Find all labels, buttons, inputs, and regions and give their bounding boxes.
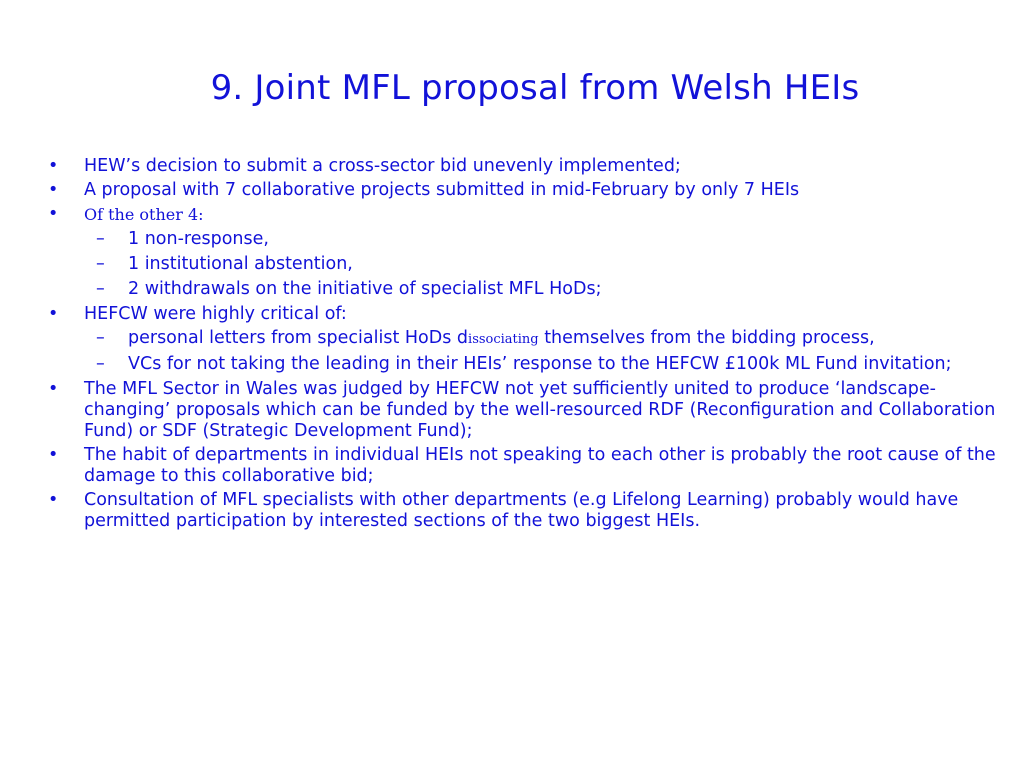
dash-icon: – <box>96 254 105 274</box>
sub-bullet-text <box>128 328 875 348</box>
text-run: HoDs d <box>404 328 469 348</box>
dash-icon: – <box>96 279 105 299</box>
text-run: from the bidding process, <box>644 328 875 348</box>
bullet-text: Of the other 4: <box>84 205 204 224</box>
bullet-text: The MFL Sector in Wales was judged by HEFCW not yet sufficiently united to produce ‘landscape-changing’ proposals which can be funded by the well-resourced RDF (Reconfiguration and Collaboration Fund) or SDF (Strategic Development Fund); <box>84 379 996 441</box>
bullet-item <box>44 180 1004 201</box>
bullet-icon: • <box>48 379 59 399</box>
sub-bullet-item <box>44 354 1004 375</box>
dash-icon: – <box>96 229 105 249</box>
sub-bullet-text: 2 withdrawals on the initiative of specialist MFL HoDs; <box>128 279 602 299</box>
bullet-text: HEW’s decision to submit a cross-sector bid unevenly implemented; <box>84 156 681 176</box>
sub-bullet-item <box>44 279 1004 300</box>
bullet-icon: • <box>48 180 59 200</box>
bullet-item <box>44 490 1004 532</box>
bullet-item <box>44 204 1004 226</box>
text-run: themselves <box>538 328 645 348</box>
text-run: personal letters from specialist <box>128 328 405 348</box>
dash-icon: – <box>96 328 105 348</box>
bullet-text: A proposal with 7 collaborative projects submitted in mid-February by only 7 HEIs <box>84 180 800 200</box>
slide-body <box>44 156 1004 535</box>
bullet-item <box>44 445 1004 487</box>
bullet-item <box>44 304 1004 325</box>
dash-icon: – <box>96 354 105 374</box>
bullet-item <box>44 379 1004 442</box>
sub-bullet-item <box>44 254 1004 275</box>
bullet-icon: • <box>48 445 59 465</box>
bullet-icon: • <box>48 204 59 224</box>
sub-bullet-item <box>44 328 1004 350</box>
slide-title: 9. Joint MFL proposal from Welsh HEIs <box>210 68 860 108</box>
text-run: issociating <box>468 332 539 347</box>
sub-bullet-text: 1 non-response, <box>128 229 269 249</box>
bullet-text: Consultation of MFL specialists with other departments (e.g Lifelong Learning) probably would have permitted participation by interested sections of the two biggest HEIs. <box>84 490 959 531</box>
bullet-text: The habit of departments in individual HEIs not speaking to each other is probably the root cause of the damage to this collaborative bid; <box>84 445 996 486</box>
sub-bullet-text: 1 institutional abstention, <box>128 254 353 274</box>
bullet-icon: • <box>48 304 59 324</box>
bullet-icon: • <box>48 156 59 176</box>
bullet-icon: • <box>48 490 59 510</box>
bullet-item <box>44 156 1004 177</box>
bullet-text: HEFCW were highly critical of: <box>84 304 347 324</box>
sub-bullet-item <box>44 229 1004 250</box>
sub-bullet-text: VCs for not taking the leading in their HEIs’ response to the HEFCW £100k ML Fund invitation; <box>128 354 952 374</box>
